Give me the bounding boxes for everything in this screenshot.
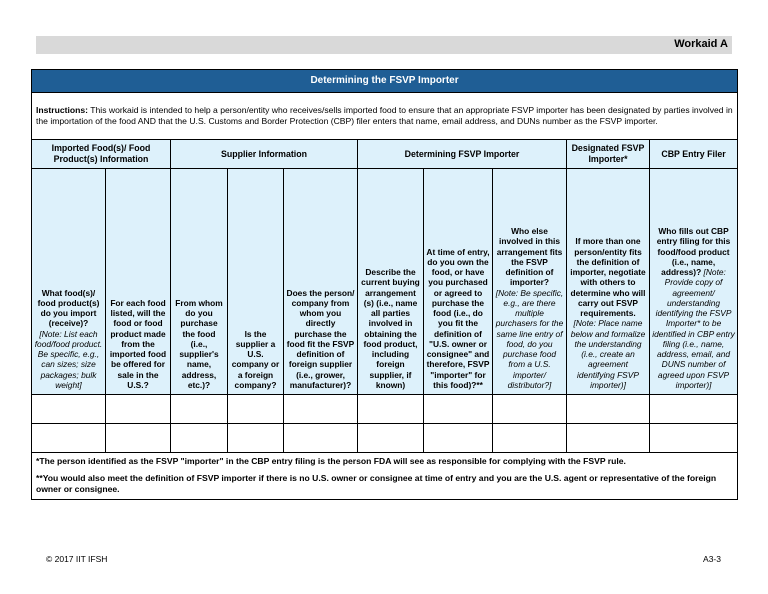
instructions-label: Instructions: [36,104,89,115]
answer-cell[interactable] [106,395,171,424]
instructions [32,93,738,140]
table-title: Determining the FSVP Importer [32,70,738,93]
question-text: At time of entry, do you own the food, or have you purchased or agreed to purchase the food (i.e., do you fit the definition of "U.S. owner or consignee" and therefore, FSVP "importer" for this food)?** [426,246,490,390]
question-text: Who else involved in this arrangement fits the FSVP definition of importer? [496,226,563,288]
header-supplier-information: Supplier Information [171,140,358,169]
answer-cell[interactable] [424,395,493,424]
answer-cell[interactable] [171,424,228,453]
answer-cell[interactable] [567,424,650,453]
question-text: If more than one person/entity fits the definition of importer, negotiate with others to determine who will carry out FSVP requirements. [570,236,646,318]
answer-cell[interactable] [228,424,284,453]
question-foreign-supplier-definition [284,169,358,395]
answer-cell[interactable] [171,395,228,424]
question-own-food-at-entry [424,169,493,395]
table-row [32,395,738,424]
answer-cell[interactable] [106,424,171,453]
question-text: Who fills out CBP entry filing for this food/food product (i.e., name, address)? [656,226,731,277]
answer-cell[interactable] [650,424,738,453]
fsvp-importer-table [31,69,738,500]
question-text: Does the person/ company from whom you directly purchase the food fit the FSVP definition of foreign supplier (i.e., grower, manufacturer)? [286,287,355,390]
question-note: [Note: List each food/food product. Be specific, e.g., can sizes; size packages; bulk weight] [34,328,103,390]
question-text: From whom do you purchase the food (i.e., supplier's name, address, etc.)? [175,297,223,390]
answer-cell[interactable] [358,395,424,424]
question-text: Is the supplier a U.S. company or a foreign company? [231,328,280,390]
question-note: [Note: Place name below and formalize the understanding (i.e., create an agreement identifying FSVP importer)] [570,318,646,390]
answer-cell[interactable] [228,395,284,424]
page-number: A3-3 [703,554,721,564]
question-buying-arrangement [358,169,424,395]
footnote-1: *The person identified as the FSVP "importer" in the CBP entry filing is the person FDA will see as responsible for complying with the FSVP rule. [36,456,626,466]
question-designate-importer [567,169,650,395]
question-text: For each food listed, will the food or food product made from the imported food be offered for sale in the U.S.? [109,297,167,390]
answer-cell[interactable] [493,424,567,453]
question-note: [Note: Provide copy of agreement/ understanding identifying the FSVP Importer* to be identified in CBP entry filing (i.e., name, address, email, and DUNS number of agreed upon FSVP importer)] [652,267,735,390]
question-who-else-fits [493,169,567,395]
question-note: [Note: Be specific, e.g., are there multiple purchasers for the same line entry of food, do you purchase food from a U.S. importer/ distributor?] [495,287,564,390]
footnote-importer-responsibility [32,453,738,500]
answer-cell[interactable] [358,424,424,453]
table-row [32,424,738,453]
answer-cell[interactable] [32,424,106,453]
header-designated-fsvp-importer: Designated FSVP Importer* [567,140,650,169]
question-supplier-us-or-foreign [228,169,284,395]
answer-cell[interactable] [284,424,358,453]
answer-cell[interactable] [493,395,567,424]
question-offered-for-sale [106,169,171,395]
header-cbp-entry-filer: CBP Entry Filer [650,140,738,169]
workaid-label: Workaid A [674,38,728,50]
copyright: © 2017 IIT IFSH [46,554,108,564]
header-imported-food: Imported Food(s)/ Food Product(s) Information [32,140,171,169]
instructions-text: This workaid is intended to help a person/entity who receives/sells imported food to ensure that an appropriate FSVP importer has been designated by parties involved in the importation of the food AND that the U.S. Customs and Border Protection (CBP) filer enters that name, email address, and DUNs number as the FSVP importer. [36,104,733,126]
answer-cell[interactable] [284,395,358,424]
answer-cell[interactable] [424,424,493,453]
workaid-header-bar [36,36,732,54]
question-purchase-from-whom [171,169,228,395]
question-cbp-entry-filer [650,169,738,395]
answer-cell[interactable] [567,395,650,424]
question-text: What food(s)/ food product(s) do you import (receive)? [37,287,100,329]
question-text: Describe the current buying arrangement (s) (i.e., name all parties involved in obtaining the food product, including foreign supplier, if known) [361,267,420,390]
answer-cell[interactable] [32,395,106,424]
footnote-2: **You would also meet the definition of FSVP importer if there is no U.S. owner or consignee at time of entry and you are the U.S. agent or representative of the foreign owner or consignee. [36,473,717,495]
header-determining-fsvp-importer: Determining FSVP Importer [358,140,567,169]
answer-cell[interactable] [650,395,738,424]
question-imported-food [32,169,106,395]
